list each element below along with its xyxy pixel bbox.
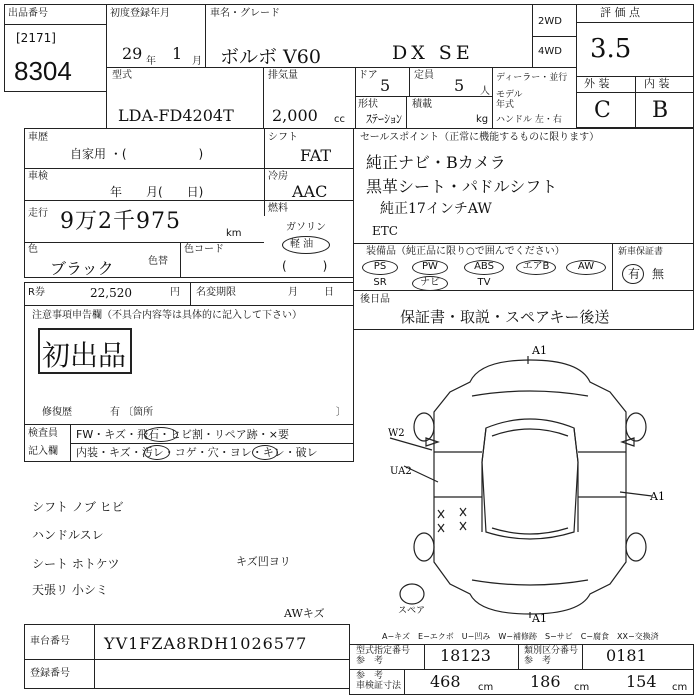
after-label: 後日品 [360, 294, 390, 305]
class-no-label: 類別区分番号 参 考 [524, 646, 579, 666]
color-code-label: 色コード [184, 244, 224, 255]
notes-label: 注意事項申告欄（不具合内容等は具体的に記入して下さい） [32, 310, 302, 321]
grade: DX SE [392, 42, 474, 64]
repair-label: 修復歴 [42, 407, 72, 418]
reg-label: 初度登録年月 [110, 8, 170, 19]
diagram-mark-left: W2 [388, 428, 405, 439]
sales-point-4: ETC [372, 224, 398, 238]
door-label: ドア [358, 70, 378, 81]
expiry-month: 月 [288, 287, 298, 298]
size-length-unit: cm [478, 682, 494, 693]
inspector-label-1: 検査員 [28, 428, 58, 439]
recycle-unit: 円 [170, 287, 180, 298]
warranty-yes: 有 [628, 267, 641, 281]
remark-1: シフト ノブ ヒビ [32, 500, 124, 514]
reg-no-box [24, 659, 350, 689]
score-value: 3.5 [590, 34, 632, 64]
reg-month: 1 [172, 44, 183, 63]
int-grade: B [652, 98, 669, 123]
door-value: 5 [380, 76, 391, 95]
repair-close: 〕 [336, 407, 346, 418]
vin-value: YV1FZA8RDH1026577 [104, 634, 308, 653]
diagram-mark-front: A1 [532, 344, 547, 357]
inspection-label: 車検 [28, 171, 48, 182]
type-no-value: 18123 [440, 646, 491, 665]
diagram-mark-left-door: UA2 [390, 466, 412, 477]
fuel-diesel: 軽 油 [290, 239, 314, 250]
equip-airbag: エアB [522, 261, 550, 272]
ext-label: 外 装 [584, 77, 610, 90]
equip-ps: PS [373, 261, 387, 272]
drive-2wd: 2WD [538, 16, 562, 27]
equip-pw: PW [422, 261, 438, 272]
model-value: LDA-FD4204T [118, 106, 234, 125]
equip-tv: TV [477, 277, 491, 288]
recycle-label: R券 [28, 287, 45, 298]
lot-sub: [2171] [16, 31, 56, 45]
type-no-label: 型式指定番号 参 考 [356, 646, 411, 666]
first-listing-stamp: 初出品 [42, 339, 127, 372]
remark-side: キズ凹ヨリ [236, 555, 291, 568]
disp-label: 排気量 [268, 70, 298, 81]
reg-month-unit: 月 [192, 56, 202, 67]
car-name: ボルボ V60 [220, 46, 321, 68]
damage-legend: A−キズ E−エクボ U−凹み W−補修跡 S−サビ C−腐食 XX−交換済 [382, 632, 659, 641]
diagram-mark-right: A1 [650, 490, 665, 503]
equip-aw: AW [577, 261, 595, 272]
expiry-label: 名変期限 [196, 287, 236, 298]
size-label: 参 考 車検証寸法 [356, 671, 402, 691]
warranty-no: 無 [652, 267, 665, 281]
class-no-value: 0181 [606, 646, 647, 665]
equip-sr: SR [373, 277, 387, 288]
ext-grade: C [594, 98, 611, 123]
name-label: 車名・グレード [210, 8, 280, 19]
history-label: 車歴 [28, 132, 48, 143]
mileage-value: 9万2千975 [60, 209, 181, 234]
color-change-label: 色替 [148, 256, 168, 267]
disp-value: 2,000 [272, 106, 318, 125]
cap-value: 5 [454, 76, 465, 95]
sales-points-label: セールスポイント（正常に機能するものに限ります） [360, 132, 600, 143]
load-label: 積載 [412, 99, 432, 110]
auction-sheet: 出品番号 [2171] 8304 初度登録年月 29 年 1 月 車名・グレード ボルボ V60 DX SE 2WD 4WD 評 価 点 3.5 外 装 内 装 C B 型式 LDA-FD4204T 排気量 2,000 cc ドア 5 定員 5 人 ディーラー・並行 モデル 年式 ハンドル 左・右 形状 ｽﾃｰｼｮﾝ 積載 kg 車歴 自家用 ・( ) シフト FAT 車検 年 月( 日) 冷房 AAC 走行 9万2千975 km 燃料 ガソリン 軽 油 ( ) 色 ブラック 色替 色コード セールスポイント（正常に機能するものに限ります） 純正ナビ・Bカメラ 黒革シート・パドルシフト 純正17インチAW ETC 装備品（純正品に限り○で囲んでください） PS PW ABS エアB AW SR ナビ TV 新車保証書 有 無 R券 22,520 円 名変期限 月 日 後日品 保証書・取説・スペアキー後送 注意事項申告欄（不具合内容等は具体的に記入して下さい） 初出品 修復歴 有 〔箇所 〕 検査員 記入欄 FW・キズ・飛石・ヒビ割・リペア跡・×要 内装・キズ・汚レ・コゲ・穴・ヨレ・キレ・破レ シフト ノブ ヒビ ハンドルスレ シート ホトケツ 天張リ 小シミ キズ凹ヨリ AWキズ A1 W2 UA2 A1 A1 スペア A−キズ E−エクボ U−凹み W−補修跡 S−サビ C−腐食 XX−交換済 車台番号 YV1FZA8RDH1026577 登録番号 型式指定番号 参 考 18123 類別区分番号 参 考 0181 参 考 車検証寸法 468 cm 186 cm 154 cm [0, 0, 700, 700]
history-value: 自家用 ・( ) [70, 147, 204, 161]
shape-value: ｽﾃｰｼｮﾝ [366, 112, 403, 126]
mileage-unit: km [226, 228, 242, 239]
remark-2: ハンドルスレ [32, 528, 104, 542]
diagram-mark-rear: A1 [532, 612, 547, 622]
size-width: 186 [530, 672, 561, 691]
lot-number: 8304 [14, 56, 72, 86]
reg-no-label: 登録番号 [30, 668, 70, 679]
reg-year: 29 [122, 44, 143, 63]
after-value: 保証書・取説・スペアキー後送 [400, 308, 610, 326]
color-label: 色 [28, 244, 38, 255]
equip-navi: ナビ [420, 277, 440, 288]
mileage-label: 走行 [28, 208, 48, 219]
int-label: 内 装 [644, 77, 670, 90]
load-unit: kg [476, 114, 489, 125]
shift-label: シフト [268, 132, 298, 143]
spare-label: スペア [398, 606, 426, 616]
size-height: 154 [626, 672, 657, 691]
shape-label: 形状 [358, 99, 378, 110]
cooling-label: 冷房 [268, 171, 288, 182]
recycle-box [24, 282, 354, 306]
equipment-label: 装備品（純正品に限り○で囲んでください） [366, 246, 565, 257]
drive-4wd: 4WD [538, 46, 562, 57]
inspector-label-2: 記入欄 [28, 446, 58, 457]
cap-label: 定員 [414, 70, 434, 81]
lot-label: 出品番号 [8, 8, 48, 19]
handle-label: ハンドル 左・右 [496, 115, 562, 125]
expiry-day: 日 [324, 287, 334, 298]
model-year-label: モデル 年式 [496, 90, 523, 110]
inspector-row-2: 内装・キズ・汚レ・コゲ・穴・ヨレ・キレ・破レ [76, 446, 318, 459]
cooling-value: AAC [292, 182, 328, 201]
model-label: 型式 [112, 70, 132, 81]
fuel-gas: ガソリン [286, 222, 326, 233]
dealer-label: ディーラー・並行 [496, 73, 568, 83]
size-length: 468 [430, 672, 461, 691]
fuel-label: 燃料 [268, 203, 288, 214]
warranty-label: 新車保証書 [618, 247, 664, 257]
repair-value: 有 〔箇所 [110, 407, 154, 418]
size-width-unit: cm [574, 682, 590, 693]
equip-abs: ABS [474, 261, 494, 272]
aw-note: AWキズ [284, 607, 325, 620]
inspector-row-1: FW・キズ・飛石・ヒビ割・リペア跡・×要 [76, 428, 289, 441]
sales-point-3: 純正17インチAW [380, 201, 492, 217]
sales-point-2: 黒革シート・パドルシフト [366, 177, 558, 196]
shift-value: FAT [300, 146, 332, 165]
cap-unit: 人 [480, 86, 490, 97]
sales-point-1: 純正ナビ・Bカメラ [366, 153, 506, 172]
car-damage-diagram [360, 332, 694, 622]
size-height-unit: cm [672, 682, 688, 693]
disp-unit: cc [334, 114, 345, 125]
remark-3: シート ホトケツ [32, 557, 120, 571]
score-label: 評 価 点 [600, 6, 640, 19]
recycle-amount: 22,520 [90, 286, 132, 300]
vin-label: 車台番号 [30, 636, 70, 647]
remark-4: 天張リ 小シミ [32, 583, 108, 597]
color-value: ブラック [50, 259, 114, 278]
inspection-value: 年 月( 日) [110, 185, 204, 199]
